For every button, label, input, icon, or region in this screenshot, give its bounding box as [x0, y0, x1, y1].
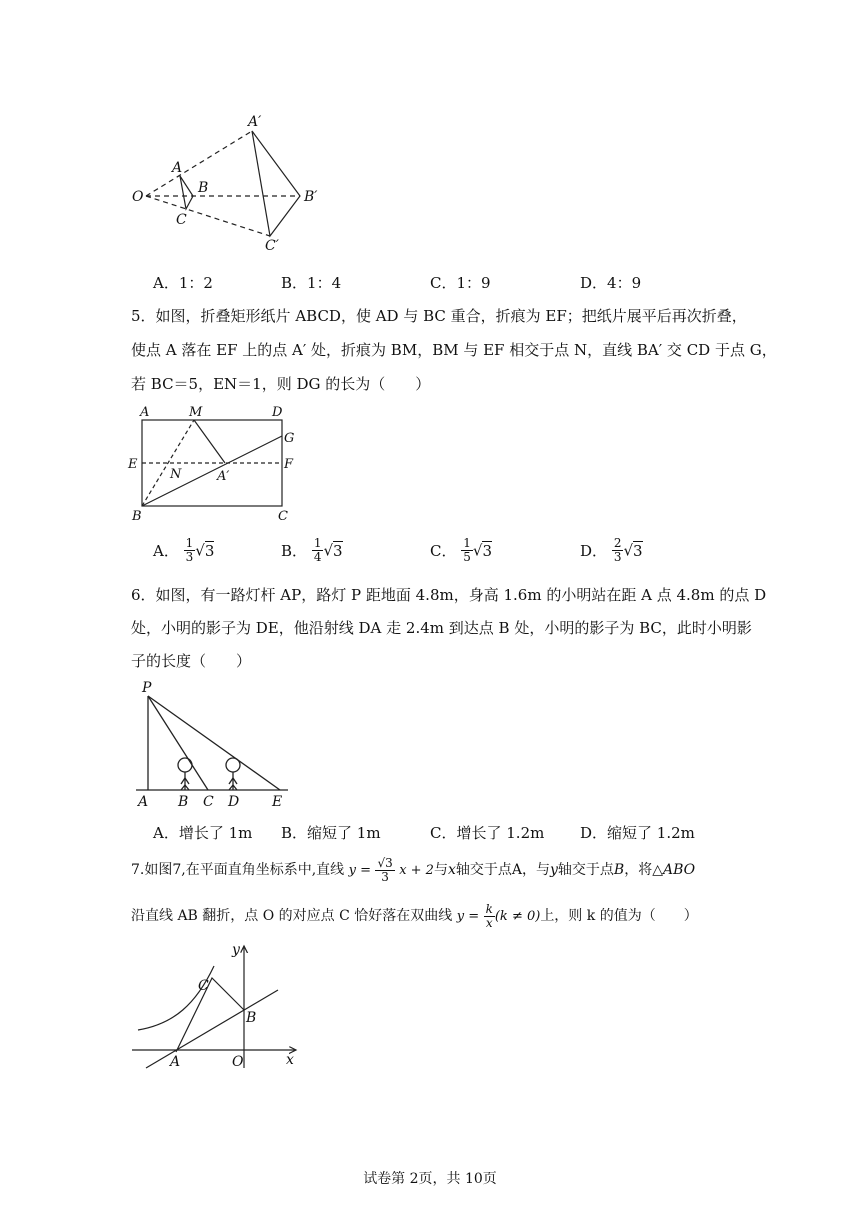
q5-option-c[interactable]: C． $\frac{1}{5}$ √3: [430, 536, 493, 564]
fraction-sqrt3-over-3: $\frac{√3}{3}$: [377, 855, 393, 884]
label-O: O: [232, 1054, 244, 1070]
q6-option-b[interactable]: B．缩短了 1m: [281, 824, 381, 842]
q6-line-3: 子的长度（ ）: [131, 652, 252, 670]
q6-option-d[interactable]: D．缩短了 1.2m: [580, 824, 695, 842]
q6-option-a[interactable]: A．增长了 1m: [153, 824, 253, 842]
label-A: A: [140, 405, 150, 420]
label-O: O: [132, 189, 144, 205]
line-MA-prime: [194, 420, 225, 463]
q4-option-d[interactable]: D．4：9: [580, 274, 642, 292]
label-A-prime: A′: [248, 114, 262, 130]
label-F: F: [284, 457, 294, 472]
q5-option-b[interactable]: B． $\frac{1}{4}$ √3: [281, 536, 343, 564]
figure-q4-homothety: [120, 108, 330, 258]
label-B: B: [198, 180, 209, 196]
label-y: y: [232, 942, 240, 958]
triangle-ACB: [176, 978, 244, 1052]
q7-line-2: 沿直线 AB 翻折，点 O 的对应点 C 恰好落在双曲线 y = $\frac{k}{x}$ (k ≠ 0)上，则 k 的值为（ ）: [131, 901, 698, 930]
label-B: B: [246, 1010, 257, 1026]
label-A: A: [138, 794, 149, 810]
label-B-prime: B′: [304, 189, 318, 205]
line-BG: [142, 436, 282, 506]
label-C: C: [176, 212, 187, 228]
sqrt: √3: [323, 541, 343, 560]
page-footer: 试卷第 2页，共 10页: [363, 1171, 497, 1187]
label-D: D: [272, 405, 283, 420]
label-C: C: [203, 794, 214, 810]
fraction: $\frac{1}{5}$: [463, 536, 471, 564]
label-A: A: [172, 160, 183, 176]
label-C: C: [278, 509, 288, 524]
label-B: B: [178, 794, 189, 810]
fraction: $\frac{1}{4}$: [313, 536, 322, 564]
q6-option-c[interactable]: C．增长了 1.2m: [430, 824, 545, 842]
person-at-D: [226, 758, 240, 790]
fraction: $\frac{1}{3}$: [185, 536, 194, 564]
label-C: C: [198, 978, 209, 994]
fraction: $\frac{2}{3}$: [613, 536, 622, 564]
q5-option-a[interactable]: A． $\frac{1}{3}$ √3: [153, 536, 215, 564]
figure-q5-folded-rectangle: [124, 402, 304, 524]
figure-q6-street-lamp: [130, 678, 300, 812]
light-ray-PC: [148, 696, 208, 790]
label-E: E: [272, 794, 283, 810]
small-triangle-ABC: [180, 176, 193, 209]
q7-line-1: 7.如图7,在平面直角坐标系中,直线 y = $\frac{√3}{3}$ x + 2与x轴交于点A，与y轴交于点B，将△ABO: [131, 855, 696, 884]
label-G: G: [284, 431, 295, 446]
sqrt: √3: [472, 541, 493, 560]
label-D: D: [228, 794, 240, 810]
label-E: E: [128, 457, 138, 472]
q6-line-2: 处，小明的影子为 DE，他沿射线 DA 走 2.4m 到达点 B 处，小明的影子为 BC，此时小明影: [131, 619, 752, 637]
fraction-k-over-x: $\frac{k}{x}$: [485, 901, 493, 930]
label-A: A: [170, 1054, 181, 1070]
label-C-prime: C′: [265, 238, 279, 254]
label-P: P: [142, 680, 152, 696]
q6-line-1: 6．如图，有一路灯杆 AP，路灯 P 距地面 4.8m，身高 1.6m 的小明站在距 A 点 4.8m 的点 D: [131, 586, 767, 604]
figure-q7-coordinate-plane: [126, 938, 310, 1072]
large-triangle-A2B2C2: [252, 131, 300, 236]
line-AB: [146, 990, 278, 1068]
label-M: M: [189, 405, 203, 420]
light-ray-PE: [148, 696, 280, 790]
label-x: x: [286, 1052, 294, 1068]
sqrt: √3: [623, 541, 643, 560]
q5-line-3: 若 BC＝5，EN＝1，则 DG 的长为（ ）: [131, 375, 431, 393]
q4-option-c[interactable]: C．1：9: [430, 274, 491, 292]
label-B: B: [132, 509, 142, 524]
label-A-prime: A′: [217, 469, 230, 484]
sqrt: √3: [195, 541, 215, 560]
label-N: N: [170, 467, 182, 482]
q4-option-b[interactable]: B．1：4: [281, 274, 342, 292]
q5-option-d[interactable]: D． $\frac{2}{3}$ √3: [580, 536, 643, 564]
dashed-line-OC2: [146, 196, 270, 236]
q5-line-2: 使点 A 落在 EF 上的点 A′ 处，折痕为 BM，BM 与 EF 相交于点 N，直线 BA′ 交 CD 于点 G，: [131, 341, 777, 359]
q5-line-1: 5．如图，折叠矩形纸片 ABCD，使 AD 与 BC 重合，折痕为 EF；把纸片展平后再次折叠，: [131, 307, 747, 325]
q4-option-a[interactable]: A．1：2: [153, 274, 213, 292]
